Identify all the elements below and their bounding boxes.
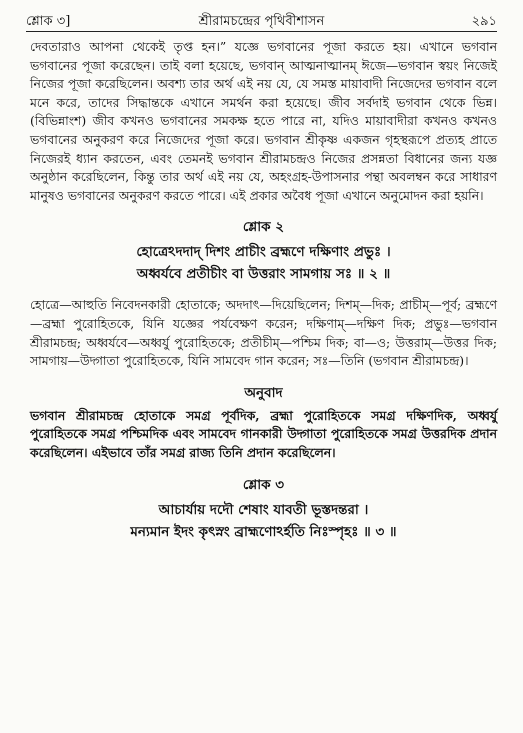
- header-section: শ্লোক ৩]: [26, 14, 71, 29]
- translation-heading: অনুবাদ: [244, 384, 283, 401]
- verse-3-line-2: মন্যমান ইদং কৃৎস্নং ব্রাহ্মণোঽর্হতি নিঃস্পৃহঃ ॥ ৩ ॥: [130, 523, 397, 540]
- purport-paragraph: দেবতারাও আপনা থেকেই তৃপ্ত হন।” যজ্ঞে ভগবানের পূজা করতে হয়। এখানে ভগবান ভগবানের পূজা করেছেন। তাই বলা হয়েছে, ভগবান্ আত্মনাত্মানম্ ঈজে—ভগবান স্বয়ং নিজেই নিজের পূজা করেছিলেন। অবশ্য তার অর্থ এই নয় যে, যে সমস্ত মায়াবাদী নিজেদের ভগবান বলে মনে করে, তাদের সিদ্ধান্তকে এখানে সমর্থন করা হয়েছে। জীব সর্বদাই ভগবান থেকে ভিন্ন। (বিভিন্নাংশ) জীব কখনও ভগবানের সমকক্ষ হতে পারে না, যদিও মায়াবাদীরা কখনও কখনও ভগবানের অনুকরণ করে নিজেদের পূজা করে। ভগবান শ্রীকৃষ্ণ একজন গৃহস্থরূপে প্রত্যহ প্রাতে নিজেরই ধ্যান করতেন, এবং তেমনই ভগবান শ্রীরামচন্দ্রও নিজের প্রসন্নতা বিধানের জন্য যজ্ঞ অনুষ্ঠান করেছিলেন, কিন্তু তার অর্থ এই নয় যে, অহংগ্রহ-উপাসনার পন্থা অবলম্বন করে সাধারণ মানুষও ভগবানের অনুকরণ করতে পারে। এই প্রকার অবৈধ পূজা এখানে অনুমোদন করা হয়নি।: [30, 39, 497, 203]
- page-body: [30, 38, 497, 543]
- verse-2-line-1: হোত্রেঽদদাদ্ দিশং প্রাচীং ব্রহ্মণে দক্ষিণাং প্রভুঃ ।: [136, 244, 391, 261]
- synonyms-paragraph: হোত্রে—আহুতি নিবেদনকারী হোতাকে; অদদাৎ—দিয়েছিলেন; দিশম্—দিক; প্রাচীম্—পূর্ব; ব্রহ্মণে—ব্রহ্মা পুরোহিতকে, যিনি যজ্ঞের পর্যবেক্ষণ করেন; দক্ষিণাম্—দক্ষিণ দিক; প্রভুঃ—ভগবান শ্রীরামচন্দ্র; অধ্বর্যবে—অধ্বর্যু পুরোহিতকে; প্রতীচীম্—পশ্চিম দিক; বা—ও; উত্তরাম্—উত্তর দিক; সামগায়—উদ্গাতা পুরোহিতকে, যিনি সামবেদ গান করেন; সঃ—তিনি (ভগবান শ্রীরামচন্দ্র)।: [30, 297, 497, 369]
- header-rule: [26, 31, 497, 32]
- page-number: ২৯১: [471, 14, 497, 29]
- translation-paragraph: ভগবান শ্রীরামচন্দ্র হোতাকে সমগ্র পূর্বদিক, ব্রহ্মা পুরোহিতকে সমগ্র দক্ষিণদিক, অধ্বর্যু পুরোহিতকে সমগ্র পশ্চিমদিক এবং সামবেদ গানকারী উদ্গাতা পুরোহিতকে সমগ্র উত্তরদিক প্রদান করেছিলেন। এইভাবে তাঁর সমগ্র রাজ্য তিনি প্রদান করেছিলেন।: [30, 407, 497, 460]
- verse-2-line-2: অধ্বর্যবে প্রতীচীং বা উত্তরাং সামগায় সঃ ॥ ২ ॥: [136, 266, 391, 283]
- running-header: [26, 8, 497, 32]
- verse-2-heading: শ্লোক ২: [242, 219, 285, 236]
- verse-3-line-1: আচার্যায় দদৌ শেষাং যাবতী ভূস্তদন্তরা ।: [158, 501, 369, 518]
- header-title: শ্রীরামচন্দ্রের পৃথিবীশাসন: [198, 14, 325, 29]
- verse-3-heading: শ্লোক ৩: [242, 476, 285, 493]
